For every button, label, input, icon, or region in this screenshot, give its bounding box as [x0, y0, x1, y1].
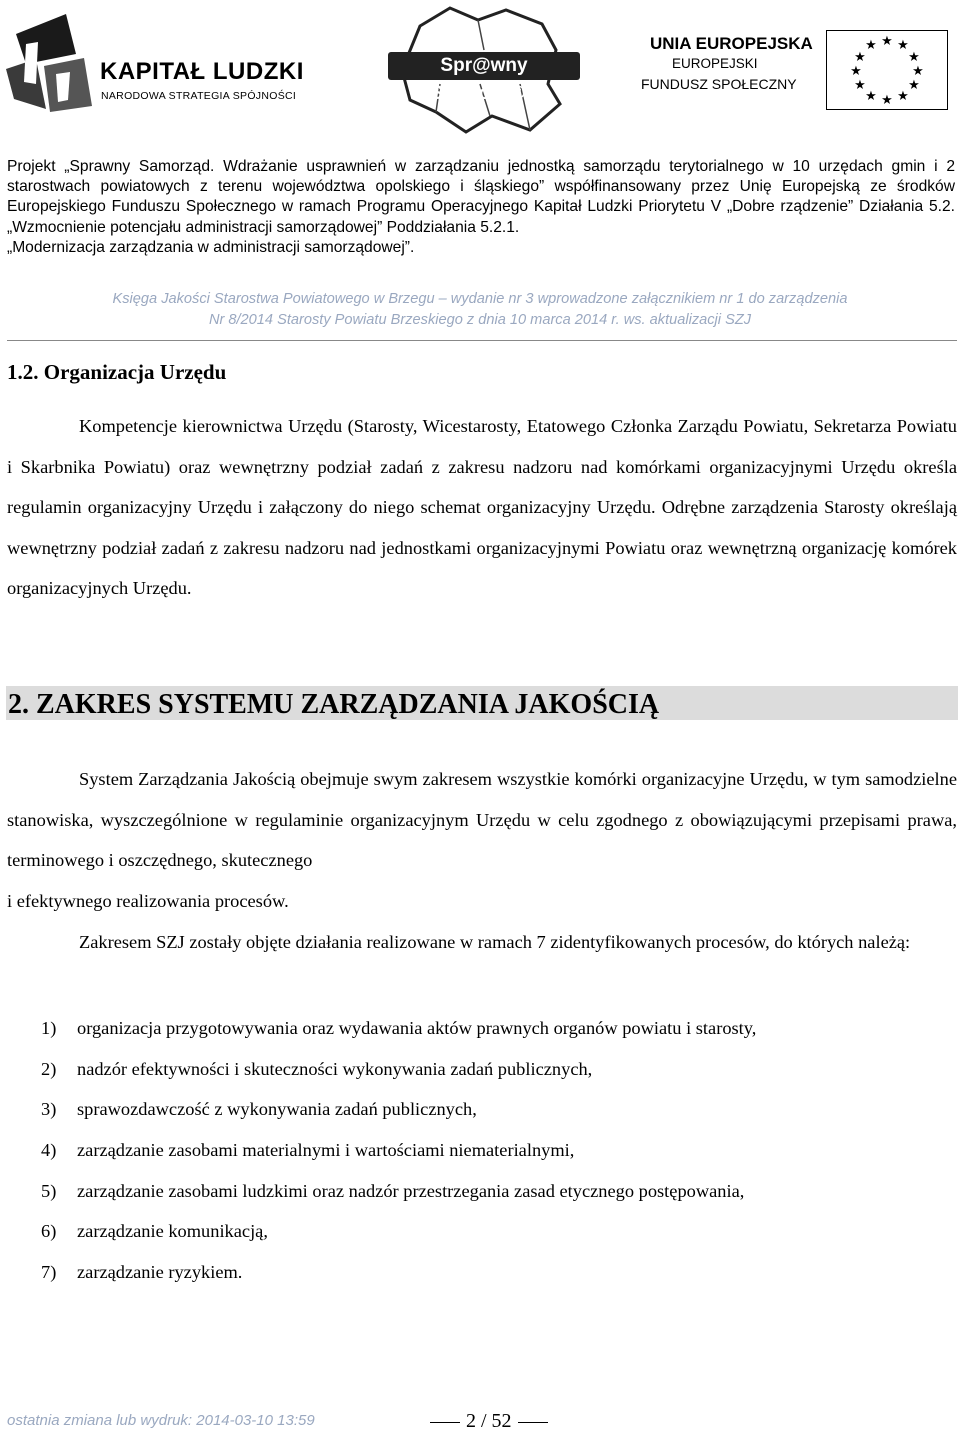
eu-social-fund-logo [640, 30, 950, 110]
list-item [41, 1211, 756, 1252]
svg-text:★: ★ [854, 50, 866, 65]
svg-text:★: ★ [865, 89, 877, 104]
svg-text:★: ★ [881, 34, 893, 49]
page-number [424, 1410, 554, 1433]
kapital-ludzki-title: KAPITAŁ LUDZKI [100, 58, 304, 85]
last-change-footer: ostatnia zmiana lub wydruk: 2014-03-10 13:59 [7, 1412, 315, 1429]
notice-line-2: Nr 8/2014 Starosty Powiatu Brzeskiego z dnia 10 marca 2014 r. ws. aktualizacji SZJ [208, 312, 752, 328]
section-2-paragraph-1: System Zarządzania Jakością obejmuje swym zakresem wszystkie komórki organizacyjne Urzędu, w tym samodzielne stanowiska, wyszczególnione w regulaminie organizacyjnym Urzędu w celu zgodnego z obowiązującymi przepisami prawa, terminowego i oszczędnego, skutecznego [7, 769, 957, 871]
sprawny-samorzad-logo [380, 4, 590, 134]
header-divider [7, 340, 957, 341]
list-item [41, 1008, 756, 1049]
eu-line-1: UNIA EUROPEJSKA [650, 34, 813, 53]
list-item-text: organizacja przygotowywania oraz wydawania aktów prawnych organów powiatu i starosty, [77, 1018, 757, 1038]
list-item-text: zarządzanie zasobami materialnymi i wartościami niematerialnymi, [77, 1140, 575, 1161]
project-description-last-line: „Modernizacja zarządzania w administracji samorządowej”. [7, 239, 415, 256]
quality-book-notice [0, 289, 960, 331]
sprawny-samorzad-label: Spr@wny S@morz@d [388, 52, 580, 80]
svg-text:★: ★ [897, 89, 909, 104]
eu-flag-icon [826, 30, 948, 110]
list-item-number: 1) [41, 1018, 57, 1038]
section-2-heading: 2. ZAKRES SYSTEMU ZARZĄDZANIA JAKOŚCIĄ [8, 689, 660, 720]
list-item-number: 5) [41, 1180, 57, 1201]
list-item-number: 6) [41, 1221, 57, 1242]
section-2-paragraph-1-last: i efektywnego realizowania procesów. [7, 891, 289, 911]
section-2-paragraph-2: Zakresem SZJ zostały objęte działania realizowane w ramach 7 zidentyfikowanych procesów, do których należą: [79, 932, 911, 952]
eu-line-3: FUNDUSZ SPOŁECZNY [641, 76, 797, 92]
list-item-number: 2) [41, 1058, 57, 1079]
svg-text:★: ★ [897, 38, 909, 53]
kapital-ludzki-mark-icon [6, 14, 96, 114]
svg-text:★: ★ [865, 38, 877, 53]
list-item-text: sprawozdawczość z wykonywania zadań publicznych, [77, 1099, 477, 1120]
notice-line-1: Księga Jakości Starostwa Powiatowego w Brzegu – wydanie nr 3 wprowadzone załącznikiem nr 1 do zarządzenia [112, 291, 848, 307]
svg-text:★: ★ [912, 64, 924, 79]
kapital-ludzki-subtitle: NARODOWA STRATEGIA SPÓJNOŚCI [101, 90, 297, 102]
list-item-text: zarządzanie ryzykiem. [77, 1262, 243, 1283]
eu-line-2: EUROPEJSKI [672, 56, 758, 71]
project-description: Projekt „Sprawny Samorząd. Wdrażanie usprawnień w zarządzaniu jednostką samorządu terytorialnego w 10 urzędach gmin i 2 starostwach powiatowych z terenu województwa opolskiego i śląskiego” współfinansowany przez Unię Europejską ze środków Europejskiego Funduszu Społecznego w ramach Programu Operacyjnego Kapitał Ludzki Priorytetu V „Dobre rządzenie” Działania 5.2. „Wzmocnienie potencjału administracji samorządowej” Poddziałania 5.2.1. [7, 158, 955, 236]
list-item-number: 3) [41, 1099, 57, 1120]
svg-text:★: ★ [881, 93, 893, 108]
list-item [41, 1049, 756, 1090]
svg-text:★: ★ [850, 64, 862, 79]
list-item [41, 1252, 756, 1293]
section-1-2-heading: 1.2. Organizacja Urzędu [7, 360, 227, 384]
list-item-number: 4) [41, 1140, 57, 1161]
svg-text:★: ★ [854, 78, 866, 93]
page-header [0, 0, 960, 140]
page-number-dash-right [518, 1422, 548, 1423]
svg-text:★: ★ [908, 78, 920, 93]
list-item-number: 7) [41, 1262, 57, 1283]
process-list [41, 1008, 756, 1293]
page-number-text: 2 / 52 [466, 1410, 512, 1432]
section-1-2-paragraph: Kompetencje kierownictwa Urzędu (Starosty, Wicestarosty, Etatowego Członka Zarządu Powiatu, Sekretarza Powiatu i Skarbnika Powiatu) oraz wewnętrzny podział zadań z zakresu nadzoru nad komórkami organizacyjnymi Urzędu określa regulamin organizacyjny Urzędu i załączony do niego schemat organizacyjny Urzędu. Odrębne zarządzenia Starosty określają wewnętrzny podział zadań z zakresu nadzoru nad jednostkami organizacyjnymi Powiatu oraz wewnętrzną organizację komórek organizacyjnych Urzędu. [7, 416, 957, 599]
list-item [41, 1130, 756, 1171]
list-item-text: zarządzanie zasobami ludzkimi oraz nadzór przestrzegania zasad etycznego postępowania, [77, 1180, 745, 1201]
list-item [41, 1089, 756, 1130]
list-item-text: nadzór efektywności i skuteczności wykonywania zadań publicznych, [77, 1058, 593, 1079]
page-number-dash-left [430, 1422, 460, 1423]
list-item [41, 1171, 756, 1212]
svg-text:★: ★ [908, 50, 920, 65]
kapital-ludzki-logo [6, 14, 336, 114]
list-item-text: zarządzanie komunikacją, [77, 1221, 268, 1242]
